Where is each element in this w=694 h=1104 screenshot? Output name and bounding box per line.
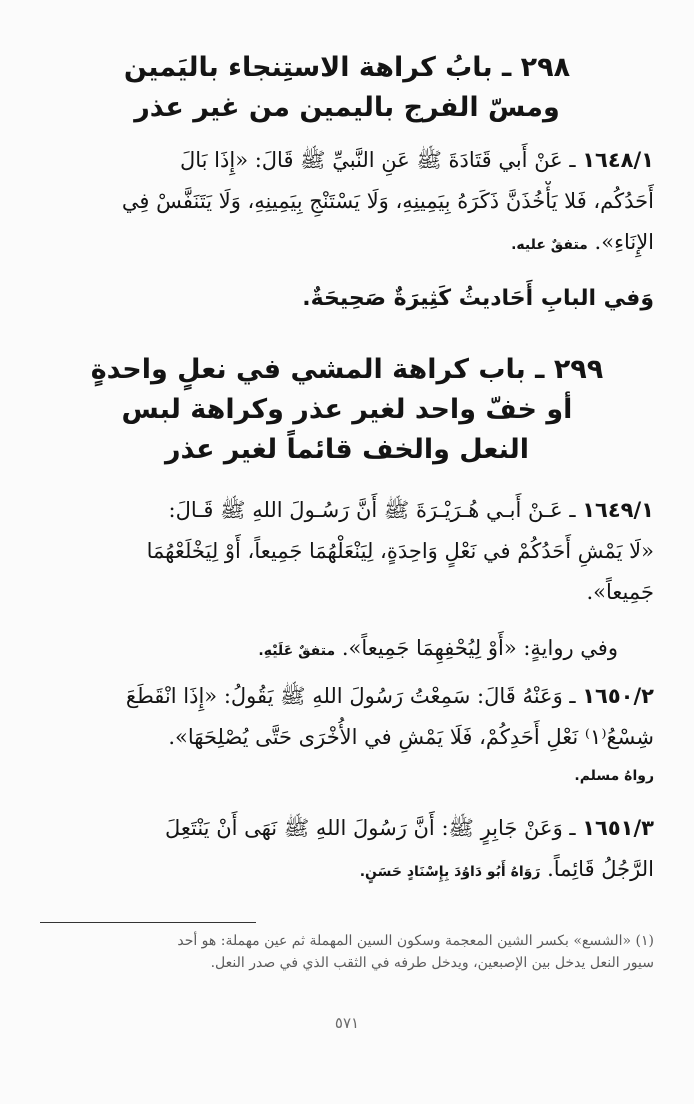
hadith-text-line: الرَّجُلُ قَائِماً. <box>547 857 654 881</box>
footnote-line: (١) «الشسع» بكسر الشين المعجمة وسكون السين المهملة ثم عين مهملة: هو أحد <box>177 933 654 949</box>
source-note: متفقٌ عَلَيْهِ. <box>258 643 336 659</box>
chapter-298-title-line1: ٢٩٨ ـ بابُ كراهة الاستِنجاء باليَمين <box>123 52 571 83</box>
hadith-number: ١٦٥٠/٢ <box>582 684 654 708</box>
footnote-divider <box>40 922 256 923</box>
page-number: ٥٧١ <box>334 1014 360 1032</box>
hadith-1650 <box>40 676 654 791</box>
hadith-text-line: جَمِيعاً». <box>586 580 654 604</box>
hadith-text-line: «لَا يَمْشِ أَحَدُكُمْ في نَعْلٍ وَاحِدَةٍ، لِيَنْعَلْهُمَا جَمِيعاً، أَوْ لِيَخْلَعْهُمَا <box>146 539 654 563</box>
hadith-text-line: أَحَدُكُم، فَلا يَأْخُذَنَّ ذَكَرَهُ بِيَمِينِهِ، وَلَا يَسْتَنْجِ بِيَمِينِهِ، وَلَا يَتَنَفَّسْ فِي <box>121 189 654 213</box>
source-note: رَوَاهُ أَبُو دَاوُدَ بِإِسْنَادٍ حَسَنٍ. <box>359 864 541 880</box>
hadith-text-line: ـ عَنْ أَبي قَتَادَةَ ﷺ عَنِ النَّبيِّ ﷺ قَالَ: «إِذَا بَالَ <box>180 148 576 172</box>
source-note: متفقٌ عليه. <box>511 237 588 253</box>
hadith-text-line: الإِنَاءِ». <box>594 230 654 254</box>
hadith-1648 <box>40 140 654 266</box>
source-note: رواهُ مسلم. <box>574 768 654 784</box>
riwaya-text: وفي روايةٍ: «أَوْ لِيُحْفِهِمَا جَمِيعاً». <box>341 636 618 660</box>
hadith-text-line: شِسْعُ⁽١⁾ نَعْلِ أَحَدِكُمْ، فَلَا يَمْشِ في الأُخْرَى حَتَّى يُصْلِحَهَا». <box>168 725 654 749</box>
hadith-number: ١٦٤٨/١ <box>582 148 654 172</box>
hadith-1651 <box>40 808 654 893</box>
hadith-number: ١٦٤٩/١ <box>582 498 654 522</box>
chapter-298-title-line2: ومسّ الفرج باليمين من غير عذر <box>134 92 560 123</box>
hadith-number: ١٦٥١/٣ <box>582 816 654 840</box>
hadith-1649-riwaya <box>40 628 654 672</box>
hadith-text-line: ـ عَـنْ أَبـي هُـرَيْـرَةَ ﷺ أَنَّ رَسُـولَ اللهِ ﷺ قَـالَ: <box>168 498 576 522</box>
chapter-299-title-line3: النعل والخف قائماً لغير عذر <box>164 434 530 465</box>
chapter-299-title-line1: ٢٩٩ ـ باب كراهة المشي في نعلٍ واحدةٍ <box>90 354 604 385</box>
hadith-1649 <box>40 490 654 613</box>
chapter-299-title-line2: أو خفّ واحد لغير عذر وكراهة لبس <box>121 394 573 425</box>
footnote-line: سيور النعل يدخل بين الإصبعين، ويدخل طرفه في الثقب الذي في صدر النعل. <box>210 955 654 971</box>
hadith-text-line: ـ وَعَنْ جَابِرٍ ﷺ: أَنَّ رَسُولَ اللهِ ﷺ نَهَى أَنْ يَنْتَعِلَ <box>164 816 576 840</box>
chapter-298-remark: وَفي البابِ أَحَاديثُ كَثِيرَةٌ صَحِيحَةٌ. <box>302 286 654 311</box>
hadith-text-line: ـ وَعَنْهُ قَالَ: سَمِعْتُ رَسُولَ اللهِ ﷺ يَقُولُ: «إِذَا انْقَطَعَ <box>125 684 576 708</box>
footnote <box>30 930 654 974</box>
